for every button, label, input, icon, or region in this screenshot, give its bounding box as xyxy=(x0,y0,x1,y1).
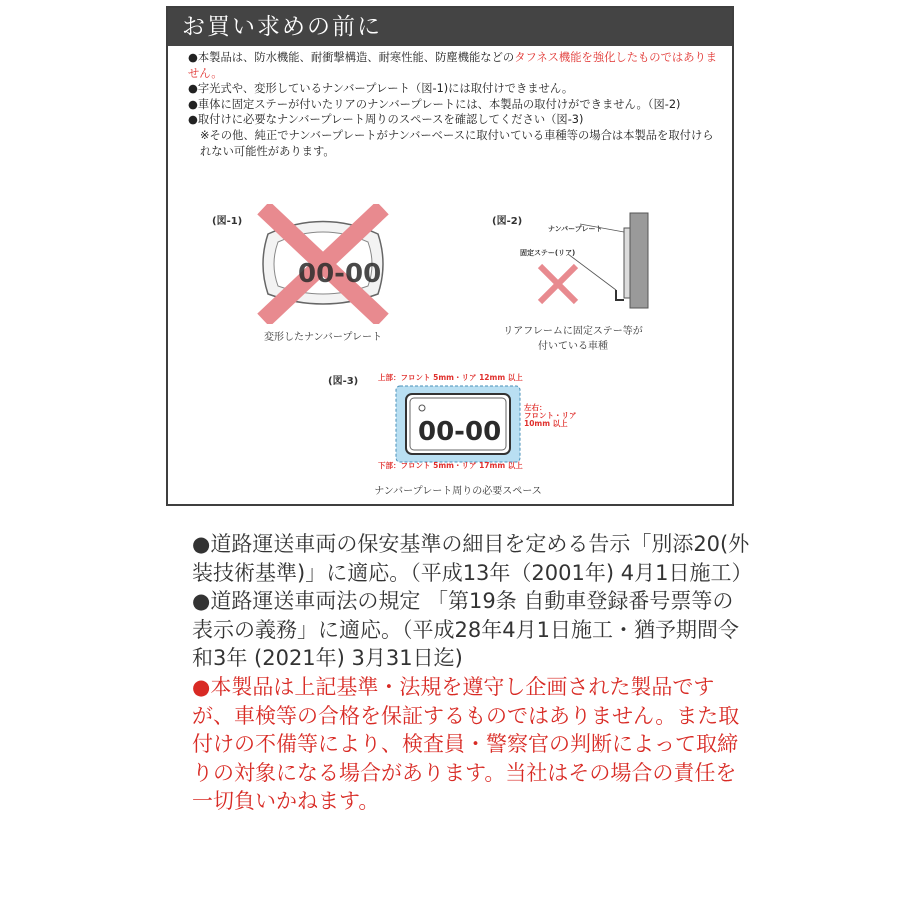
notice-box xyxy=(166,6,734,506)
fig3-top-clearance: 上部：フロント 5mm・リア 12mm 以上 xyxy=(378,373,523,382)
regulation-note-1: ●道路運送車両の保安基準の細目を定める告示「別添20(外装技術基準)」に適応。（平成13年（2001年) 4月1日施工） xyxy=(192,532,753,585)
fig3-caption: ナンバープレート周りの必要スペース xyxy=(374,486,542,497)
note-1-text: ●本製品は、防水機能、耐衝撃構造、耐寒性能、防塵機能などの xyxy=(188,51,515,64)
regulation-note-2: ●道路運送車両法の規定 「第19条 自動車登録番号票等の表示の義務」に適応。（平成28年4月1日施工・猶予期間令和3年 (2021年) 3月31日迄) xyxy=(192,589,739,671)
fig3-label: (図-3) xyxy=(328,376,359,387)
notes-list xyxy=(188,50,718,159)
fig3-side-line3: 10mm 以上 xyxy=(524,419,568,428)
fig3-plate-text: 00-00 xyxy=(418,417,502,447)
fig2-caption-line1: リアフレームに固定ステー等が xyxy=(503,326,643,337)
note-2: ●字光式や、変形しているナンバープレート（図-1)には取付けできません。 xyxy=(188,82,574,96)
disclaimer-note: ●本製品は上記基準・法規を遵守し企画された製品ですが、車検等の合格を保証するものではありません。また取付けの不備等により、検査員・警察官の判断によって取締りの対象になる場合があります。当社はその場合の責任を一切負いかねます。 xyxy=(192,674,740,814)
fig1-deformed-plate-illustration xyxy=(248,204,398,324)
fig2-stay-label: 固定ステー(リア) xyxy=(520,249,576,257)
fig2-caption-line2: 付いている車種 xyxy=(538,341,608,352)
fig1-caption: 変形したナンバープレート xyxy=(264,332,382,343)
note-4: ●取付けに必要なナンバープレート周りのスペースを確認してください（図-3) xyxy=(188,113,584,127)
note-1 xyxy=(188,50,718,81)
note-3: ●車体に固定ステーが付いたリアのナンバープレートには、本製品の取付けができません。（図-2) xyxy=(188,97,681,111)
note-1-red-text: タフネス機能を強化したものではありません。 xyxy=(188,51,718,80)
fig1-label: (図-1) xyxy=(212,216,243,227)
fig3-space-diagram xyxy=(394,384,522,464)
fig1-plate-text: 00-00 xyxy=(298,259,382,289)
notice-title: お買い求めの前に xyxy=(168,8,732,46)
fig2-caption xyxy=(488,322,658,352)
fig3-side-clearance xyxy=(524,404,577,428)
fig3-bottom-clearance: 下部：フロント 5mm・リア 17mm 以上 xyxy=(378,461,523,470)
fig3-side-line2: フロント・リア xyxy=(524,411,577,420)
fig3-side-line1: 左右： xyxy=(524,403,547,412)
fig2-label: (図-2) xyxy=(492,216,523,227)
fig2-plate-label: ナンバープレート xyxy=(548,225,603,233)
fig2-stay-illustration xyxy=(520,208,670,318)
note-5: ※その他、純正でナンバープレートがナンバーベースに取付いている車種等の場合は本製品を取付けられない可能性があります。 xyxy=(200,128,714,158)
regulation-notes xyxy=(192,530,752,816)
